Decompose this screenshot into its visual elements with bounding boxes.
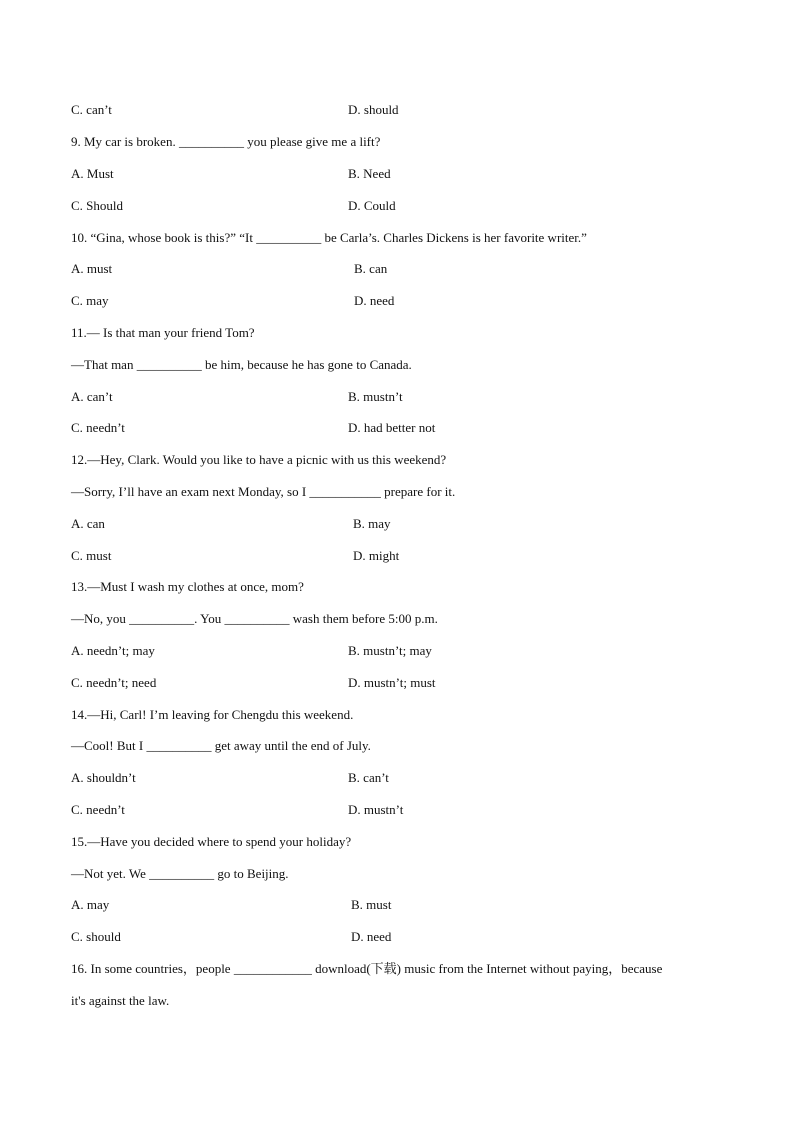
q14-question: 14.—Hi, Carl! I’m leaving for Chengdu this weekend. bbox=[71, 707, 354, 722]
q14-answer-line: —Cool! But I __________ get away until the end of July. bbox=[71, 738, 371, 753]
q8-option-c: C. can’t bbox=[71, 102, 112, 117]
q9-option-c: C. Should bbox=[71, 198, 124, 213]
q9-option-a: A. Must bbox=[71, 166, 114, 181]
q13-option-a: A. needn’t; may bbox=[71, 643, 155, 658]
q10-option-b: B. can bbox=[354, 261, 388, 276]
q16-stem: 16. In some countries，people ____________ download(下载) music from the Internet without paying，because bbox=[71, 961, 663, 976]
q10-stem: 10. “Gina, whose book is this?” “It __________ be Carla’s. Charles Dickens is her favorite writer.” bbox=[71, 230, 587, 245]
q12-option-a: A. can bbox=[71, 516, 105, 531]
q11-question: 11.— Is that man your friend Tom? bbox=[71, 325, 255, 340]
q12-option-c: C. must bbox=[71, 548, 112, 563]
q13-option-c: C. needn’t; need bbox=[71, 675, 157, 690]
q15-option-a: A. may bbox=[71, 897, 110, 912]
q14-option-b: B. can’t bbox=[348, 770, 389, 785]
q14-option-a: A. shouldn’t bbox=[71, 770, 136, 785]
q12-option-d: D. might bbox=[353, 548, 400, 563]
q14-option-d: D. mustn’t bbox=[348, 802, 404, 817]
q15-option-b: B. must bbox=[351, 897, 392, 912]
q9-option-b: B. Need bbox=[348, 166, 391, 181]
q11-answer-line: —That man __________ be him, because he has gone to Canada. bbox=[71, 357, 412, 372]
q15-option-d: D. need bbox=[351, 929, 392, 944]
q10-option-c: C. may bbox=[71, 293, 109, 308]
q9-stem: 9. My car is broken. __________ you please give me a lift? bbox=[71, 134, 381, 149]
q15-question: 15.—Have you decided where to spend your holiday? bbox=[71, 834, 352, 849]
q8-option-d: D. should bbox=[348, 102, 399, 117]
q10-option-a: A. must bbox=[71, 261, 113, 276]
q16-stem-continued: it's against the law. bbox=[71, 993, 170, 1008]
q13-option-d: D. mustn’t; must bbox=[348, 675, 436, 690]
q12-question: 12.—Hey, Clark. Would you like to have a picnic with us this weekend? bbox=[71, 452, 447, 467]
q14-option-c: C. needn’t bbox=[71, 802, 125, 817]
q12-answer-line: —Sorry, I’ll have an exam next Monday, so I ___________ prepare for it. bbox=[71, 484, 456, 499]
q11-option-d: D. had better not bbox=[348, 420, 436, 435]
q12-option-b: B. may bbox=[353, 516, 391, 531]
q9-option-d: D. Could bbox=[348, 198, 396, 213]
q13-option-b: B. mustn’t; may bbox=[348, 643, 432, 658]
q11-option-c: C. needn’t bbox=[71, 420, 125, 435]
q11-option-a: A. can’t bbox=[71, 389, 113, 404]
q15-answer-line: —Not yet. We __________ go to Beijing. bbox=[71, 866, 289, 881]
q13-answer-line: —No, you __________. You __________ wash them before 5:00 p.m. bbox=[71, 611, 438, 626]
q15-option-c: C. should bbox=[71, 929, 121, 944]
q10-option-d: D. need bbox=[354, 293, 395, 308]
q11-option-b: B. mustn’t bbox=[348, 389, 403, 404]
q13-question: 13.—Must I wash my clothes at once, mom? bbox=[71, 579, 304, 594]
